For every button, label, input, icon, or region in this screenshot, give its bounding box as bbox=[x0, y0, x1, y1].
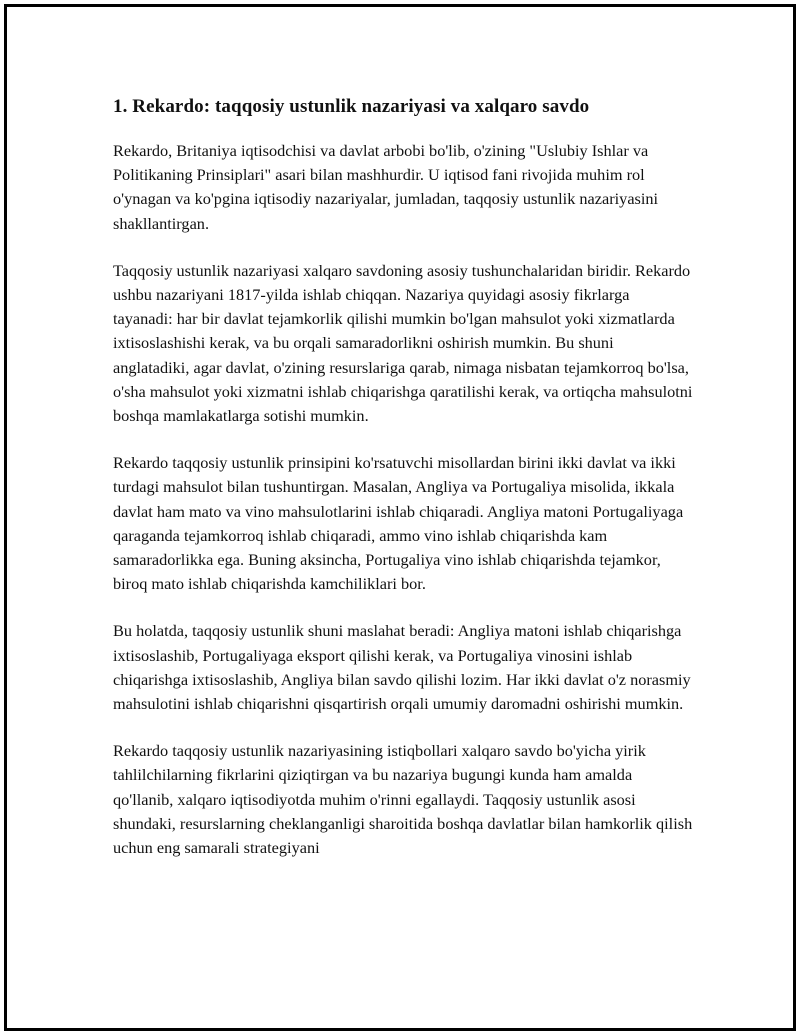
paragraph-theory: Taqqosiy ustunlik nazariyasi xalqaro savdoning asosiy tushunchalaridan biridir. Rekardo ushbu nazariyani 1817-yilda ishlab chiqqan. Nazariya quyidagi asosiy fikrlarga tayanadi: har bir davlat tejamkorlik qilishi mumkin bo'lgan mahsulot yoki xizmatlarda ixtisoslashishi kerak, va bu orqali samaradorlikni oshirish mumkin. Bu shuni anglatadiki, agar davlat, o'zining resurslariga qarab, nimaga nisbatan tejamkorroq bo'lsa, o'sha mahsulot yoki xizmatni ishlab chiqarishga qaratilishi kerak, va ortiqcha mahsulotni boshqa mamlakatlarga sotishi mumkin. bbox=[113, 260, 693, 426]
paragraph-advice: Bu holatda, taqqosiy ustunlik shuni maslahat beradi: Angliya matoni ishlab chiqarishga ixtisoslashib, Portugaliyaga eksport qilishi kerak, va Portugaliya vinosini ishlab chiqarishga ixtisoslashib, Angliya bilan savdo qilishi lozim. Har ikki davlat o'z norasmiy mahsulotini ishlab chiqarishni qisqartirish orqali umumiy daromadni oshirishi mumkin. bbox=[113, 621, 691, 714]
section-heading: 1. Rekardo: taqqosiy ustunlik nazariyasi va xalqaro savdo bbox=[113, 96, 590, 117]
paragraph-example: Rekardo taqqosiy ustunlik prinsipini ko'rsatuvchi misollardan birini ikki davlat va ikki turdagi mahsulot bilan tushuntirgan. Masalan, Angliya va Portugaliya misolida, ikkala davlat ham mato va vino mahsulotlarini ishlab chiqaradi. Angliya matoni Portugaliyaga qaraganda tejamkorroq ishlab chiqaradi, ammo vino ishlab chiqarishda kam samaradorlikka ega. Buning aksincha, Portugaliya vino ishlab chiqarishda tejamkor, biroq mato ishlab chiqarishda kamchiliklari bor. bbox=[113, 453, 684, 594]
paragraph-intro: Rekardo, Britaniya iqtisodchisi va davlat arbobi bo'lib, o'zining "Uslubiy Ishlar va Politikaning Prinsiplari" asari bilan mashhurdir. U iqtisod fani rivojida muhim rol o'ynagan va ko'pgina iqtisodiy nazariyalar, jumladan, taqqosiy ustunlik nazariyasini shakllantirgan. bbox=[113, 141, 659, 233]
paragraph-prospects: Rekardo taqqosiy ustunlik nazariyasining istiqbollari xalqaro savdo bo'yicha yirik tahlilchilarning fikrlarini qiziqtirgan va bu nazariya bugungi kunda ham amalda qo'llanib, xalqaro iqtisodiyotda muhim o'rinni egallaydi. Taqqosiy ustunlik asosi shundaki, resurslarning cheklanganligi sharoitida boshqa davlatlar bilan hamkorlik qilish uchun eng samarali strategiyani bbox=[113, 741, 693, 858]
document-body bbox=[113, 95, 693, 883]
